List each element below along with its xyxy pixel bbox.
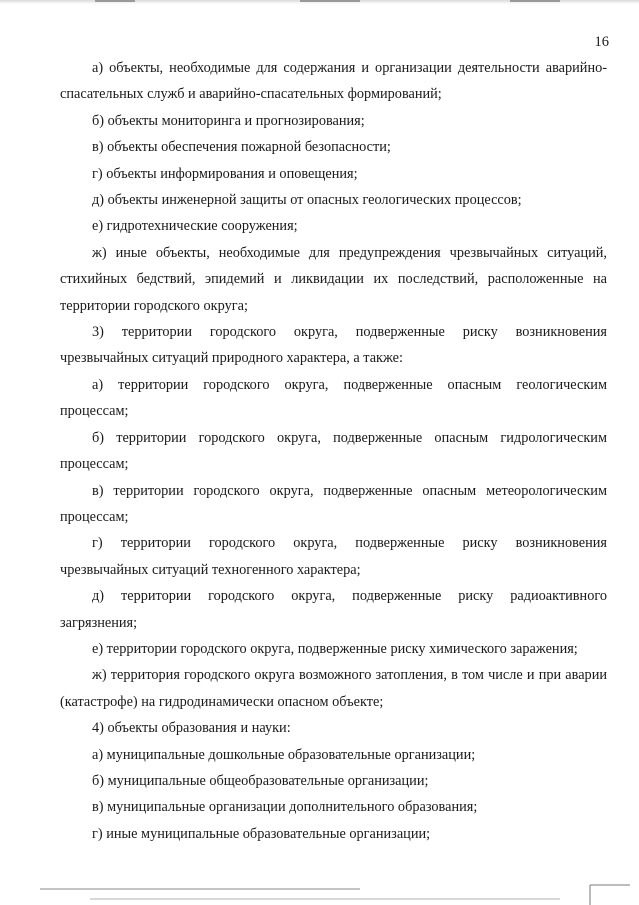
paragraph: в) территории городского округа, подверженные опасным метеорологическим процессам;: [60, 482, 607, 525]
scan-mark: [95, 0, 135, 2]
paragraph: б) муниципальные общеобразовательные организации;: [92, 772, 429, 789]
document-body: [60, 55, 607, 847]
paragraph: д) территории городского округа, подверженные риску радиоактивного загрязнения;: [60, 588, 607, 631]
paragraph: г) объекты информирования и оповещения;: [92, 165, 358, 182]
paragraph: 3) территории городского округа, подверженные риску возникновения чрезвычайных ситуаций природного характера, а также:: [60, 324, 607, 367]
paragraph: б) территории городского округа, подверженные опасным гидрологическим процессам;: [60, 429, 607, 473]
paragraph: г) иные муниципальные образовательные организации;: [92, 825, 431, 842]
paragraph: е) территории городского округа, подверженные риску химического заражения;: [92, 640, 578, 657]
paragraph: г) территории городского округа, подверженные риску возникновения чрезвычайных ситуаций техногенного характера;: [60, 535, 607, 578]
paragraph: а) объекты, необходимые для содержания и организации деятельности аварийно-спасательных служб и аварийно-спасательных формирований;: [60, 60, 607, 103]
paragraph: е) гидротехнические сооружения;: [92, 218, 298, 235]
paragraph: а) территории городского округа, подверженные опасным геологическим процессам;: [60, 376, 607, 420]
paragraph: ж) территория городского округа возможного затопления, в том числе и при аварии (катастрофе) на гидродинамически опасном объекте;: [60, 667, 607, 710]
page-number: 16: [594, 34, 609, 50]
paragraph: в) муниципальные организации дополнительного образования;: [92, 799, 478, 816]
scan-bottom-edge: [0, 875, 639, 905]
paragraph: д) объекты инженерной защиты от опасных геологических процессов;: [92, 192, 522, 209]
paragraph: в) объекты обеспечения пожарной безопасности;: [92, 139, 391, 156]
paragraph: а) муниципальные дошкольные образовательные организации;: [92, 746, 476, 763]
scan-mark: [510, 0, 560, 2]
scan-mark: [300, 0, 360, 2]
paragraph: б) объекты мониторинга и прогнозирования;: [92, 112, 365, 129]
paragraph: ж) иные объекты, необходимые для предупреждения чрезвычайных ситуаций, стихийных бедствий, эпидемий и ликвидации их последствий, расположенные на территории городского округа;: [60, 244, 607, 314]
paragraph: 4) объекты образования и науки:: [92, 720, 291, 737]
